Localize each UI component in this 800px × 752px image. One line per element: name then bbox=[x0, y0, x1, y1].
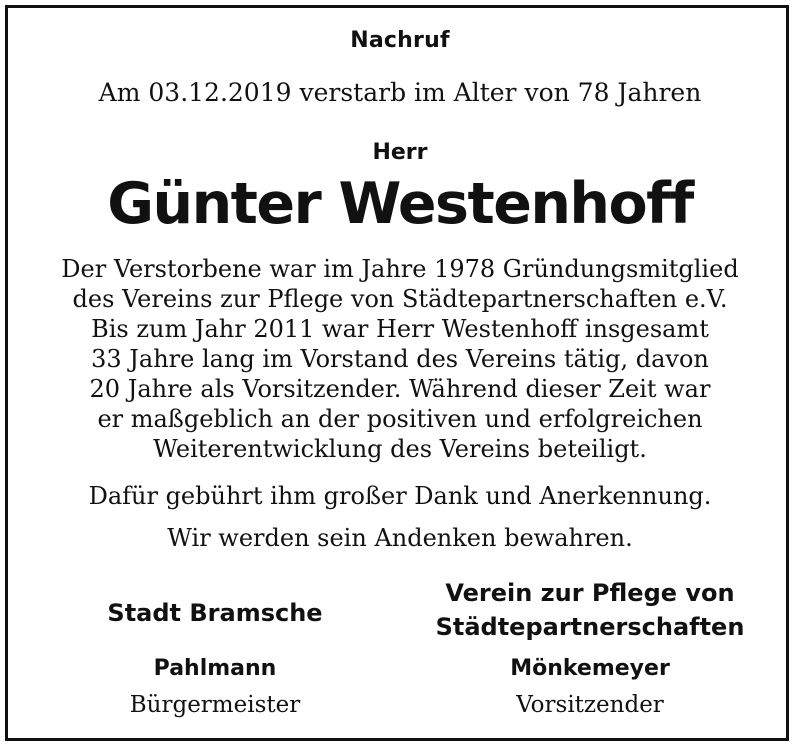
organization-line: Städtepartnerschaften bbox=[435, 613, 745, 641]
death-date-line: Am 03.12.2019 verstarb im Alter von 78 Jahren bbox=[98, 78, 702, 107]
tribute-line: Der Verstorbene war im Jahre 1978 Gründungsmitglied bbox=[61, 255, 739, 283]
deceased-name: Günter Westenhoff bbox=[107, 171, 693, 237]
signature-organization bbox=[50, 596, 380, 630]
signer-name: Pahlmann bbox=[153, 656, 277, 681]
tribute-line: 33 Jahre lang im Vorstand des Vereins tätig, davon bbox=[91, 345, 709, 373]
tribute-line: Bis zum Jahr 2011 war Herr Westenhoff insgesamt bbox=[91, 315, 709, 343]
signer-name: Mönkemeyer bbox=[510, 656, 670, 681]
signer-role: Vorsitzender bbox=[516, 692, 664, 718]
tribute-line: 20 Jahre als Vorsitzender. Während dieser Zeit war bbox=[89, 375, 711, 403]
tribute-line: er maßgeblich an der positiven und erfolgreichen bbox=[97, 405, 703, 433]
organization-line: Verein zur Pflege von bbox=[445, 579, 735, 607]
tribute-line: Weiterentwicklung des Vereins beteiligt. bbox=[153, 435, 647, 463]
notice-heading: Nachruf bbox=[350, 28, 450, 53]
signature-block-city bbox=[50, 0, 380, 752]
signer-role: Bürgermeister bbox=[129, 692, 301, 718]
salutation: Herr bbox=[372, 140, 428, 165]
memory-line: Wir werden sein Andenken bewahren. bbox=[167, 524, 633, 552]
thanks-line: Dafür gebührt ihm großer Dank und Anerkennung. bbox=[88, 482, 712, 510]
signature-organization bbox=[410, 576, 770, 644]
tribute-line: des Vereins zur Pflege von Städtepartnerschaften e.V. bbox=[72, 285, 728, 313]
signature-block-association bbox=[410, 0, 770, 752]
organization-line: Stadt Bramsche bbox=[107, 599, 323, 627]
